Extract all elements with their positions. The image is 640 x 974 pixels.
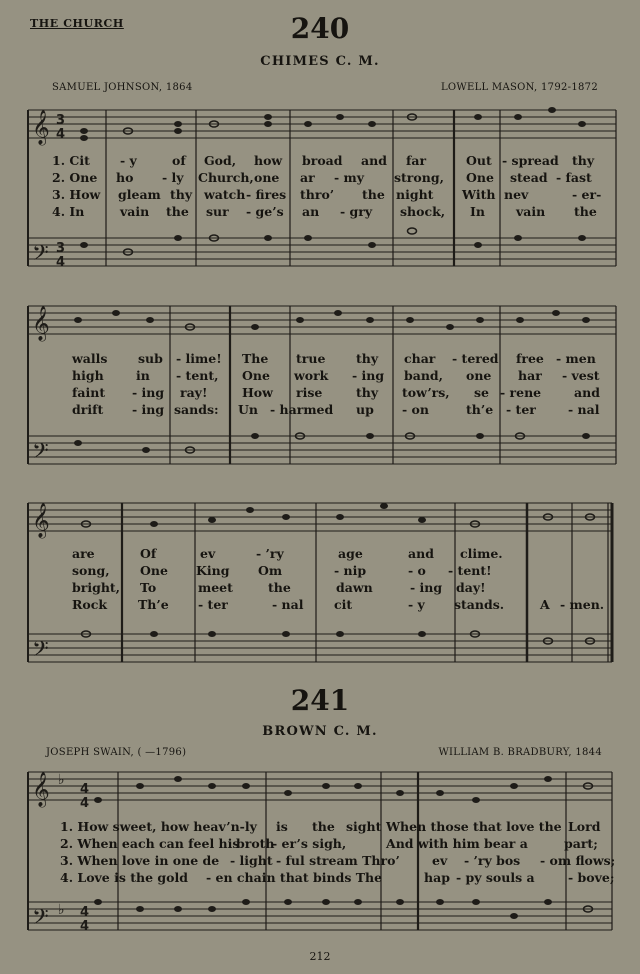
lyric: - nip	[334, 563, 367, 578]
lyric: - gry	[340, 204, 373, 219]
verse-row	[0, 153, 640, 171]
lyric: 1. Cit	[52, 153, 90, 168]
lyric: - ge’s	[246, 204, 284, 219]
lyric: the	[268, 580, 291, 595]
lyric: - ly	[162, 170, 184, 185]
verse-row	[0, 351, 640, 369]
lyric: true	[296, 351, 326, 366]
lyric: vain	[516, 204, 546, 219]
lyric: dawn	[336, 580, 373, 595]
lyric: cit	[334, 597, 353, 612]
svg-text:4: 4	[80, 796, 90, 811]
lyric: in	[136, 368, 150, 383]
lyric: - ter	[198, 597, 228, 612]
tune-name-brown: BROWN C. M.	[262, 724, 378, 739]
lyric: ho	[116, 170, 134, 185]
lyric: - py souls a	[456, 870, 535, 885]
lyric: - nal	[272, 597, 304, 612]
lyric: How	[242, 385, 273, 400]
lyric: - tent,	[176, 368, 219, 383]
verse-row	[0, 402, 640, 420]
verse-row	[0, 204, 640, 222]
lyric: - o	[408, 563, 426, 578]
lyric: sub	[138, 351, 163, 366]
lyric: the	[574, 204, 597, 219]
lyric: of	[172, 153, 186, 168]
svg-text:𝄢: 𝄢	[32, 439, 49, 469]
lyric: stands.	[454, 597, 505, 612]
verse-row	[0, 597, 640, 615]
lyric: one	[466, 368, 492, 383]
lyric: King	[196, 563, 230, 578]
author-credit: JOSEPH SWAIN, ( —1796)	[46, 747, 187, 758]
tune-name-chimes: CHIMES C. M.	[260, 54, 380, 69]
verse-row	[0, 563, 640, 581]
lyric: thy	[572, 153, 595, 168]
svg-text:4: 4	[80, 919, 90, 934]
svg-text:3: 3	[56, 241, 66, 256]
svg-text:4: 4	[56, 255, 66, 270]
hymn-number-241: 241	[290, 684, 350, 717]
lyric: - ter	[506, 402, 536, 417]
lyric: A	[540, 597, 550, 612]
lyric: work	[294, 368, 329, 383]
lyric: is	[276, 819, 288, 834]
lyric: meet	[198, 580, 233, 595]
lyric: the	[312, 819, 335, 834]
lyric: day!	[456, 580, 486, 595]
hymn-number-240: 240	[290, 12, 350, 45]
lyric: And with him bear a	[386, 836, 528, 851]
lyric: age	[338, 546, 363, 561]
lyric: - rene	[500, 385, 542, 400]
svg-text:𝄞: 𝄞	[32, 772, 50, 807]
lyric: bright,	[72, 580, 121, 595]
svg-text:𝄢: 𝄢	[32, 905, 49, 935]
lyric: - men.	[560, 597, 605, 612]
lyric: har	[518, 368, 542, 383]
lyric: - ing	[132, 385, 165, 400]
lyric: thy	[356, 385, 379, 400]
lyric: broad	[302, 153, 343, 168]
author-credit: SAMUEL JOHNSON, 1864	[52, 82, 193, 93]
lyric: - ing	[410, 580, 443, 595]
lyric: 3. When love in one de	[60, 853, 220, 868]
lyric: One	[140, 563, 168, 578]
lyric: - harmed	[270, 402, 334, 417]
lyric: - fast	[556, 170, 592, 185]
lyric: - spread	[502, 153, 559, 168]
lyric: thro’	[300, 187, 335, 202]
lyric: sur	[206, 204, 229, 219]
lyric: how	[254, 153, 283, 168]
lyric: tow’rs,	[402, 385, 450, 400]
lyric: - fires	[246, 187, 287, 202]
lyric: ev	[200, 546, 216, 561]
lyric: 2. One	[52, 170, 98, 185]
lyric: band,	[404, 368, 444, 383]
lyric: - vest	[562, 368, 600, 383]
lyric: Th’e	[138, 597, 169, 612]
lyric: sight	[346, 819, 382, 834]
lyric: night	[396, 187, 434, 202]
lyric: - y	[120, 153, 137, 168]
lyric: ar	[300, 170, 315, 185]
lyric: 2. When each can feel his	[60, 836, 240, 851]
lyric: walls	[72, 351, 108, 366]
lyric: Church,	[198, 170, 254, 185]
lyric: 3. How	[52, 187, 101, 202]
lyric: thy	[356, 351, 379, 366]
svg-text:4: 4	[56, 127, 66, 142]
page-number: 212	[309, 950, 331, 963]
lyric: When those that love the	[386, 819, 562, 834]
lyric: In	[470, 204, 485, 219]
lyric: - er-	[572, 187, 602, 202]
lyric: broth	[236, 836, 275, 851]
lyric: - lime!	[176, 351, 222, 366]
lyric: and	[574, 385, 600, 400]
lyric: Rock	[72, 597, 107, 612]
lyric: rise	[296, 385, 323, 400]
lyric: With	[462, 187, 496, 202]
lyric: are	[72, 546, 95, 561]
lyric: part;	[564, 836, 598, 851]
lyric: free	[516, 351, 544, 366]
lyric: - nal	[568, 402, 600, 417]
lyric: - tent!	[448, 563, 492, 578]
svg-text:3: 3	[56, 113, 66, 128]
verse-row	[0, 170, 640, 188]
lyric: 4. Love is the gold	[60, 870, 188, 885]
lyric: faint	[72, 385, 106, 400]
svg-text:𝄞: 𝄞	[32, 306, 50, 341]
lyric: ray!	[180, 385, 208, 400]
lyric: shock,	[400, 204, 446, 219]
lyric: the	[362, 187, 385, 202]
lyric: song,	[72, 563, 110, 578]
svg-text:𝄢: 𝄢	[32, 637, 49, 667]
composer-credit: LOWELL MASON, 1792-1872	[440, 82, 598, 93]
lyric: clime.	[460, 546, 503, 561]
lyric: One	[242, 368, 270, 383]
lyric: char	[404, 351, 436, 366]
lyric: - light	[230, 853, 273, 868]
lyric: one	[254, 170, 280, 185]
lyric: se	[474, 385, 489, 400]
svg-text:♭: ♭	[58, 902, 65, 918]
lyric: - my	[334, 170, 365, 185]
verse-row	[0, 819, 640, 837]
lyric: 1. How sweet, how heav’n-ly	[60, 819, 257, 834]
lyric: the	[166, 204, 189, 219]
lyric: ev	[432, 853, 448, 868]
verse-row	[0, 836, 640, 854]
lyric: hap	[424, 870, 450, 885]
lyric: high	[72, 368, 104, 383]
lyric: - ’ry	[256, 546, 284, 561]
lyric: Lord	[568, 819, 601, 834]
svg-text:4: 4	[80, 905, 90, 920]
lyric: 4. In	[52, 204, 85, 219]
lyric: The	[242, 351, 269, 366]
verse-row	[0, 853, 640, 871]
composer-credit: WILLIAM B. BRADBURY, 1844	[438, 747, 602, 758]
lyric: gleam	[118, 187, 161, 202]
lyric: drift	[72, 402, 104, 417]
lyric: - ful stream Thro’	[276, 853, 400, 868]
lyric: - men	[556, 351, 596, 366]
verse-row	[0, 580, 640, 598]
lyric: - en chain that binds The	[206, 870, 383, 885]
lyric: an	[302, 204, 320, 219]
lyric: Out	[466, 153, 492, 168]
verse-row	[0, 870, 640, 888]
lyric: - ’ry bos	[464, 853, 521, 868]
lyric: up	[356, 402, 374, 417]
lyric: thy	[170, 187, 193, 202]
svg-text:𝄞: 𝄞	[32, 503, 50, 538]
lyric: - ing	[132, 402, 165, 417]
section-title: THE CHURCH	[30, 17, 124, 30]
svg-text:4: 4	[80, 782, 90, 797]
lyric: - on	[402, 402, 429, 417]
lyric: stead	[510, 170, 548, 185]
lyric: and	[361, 153, 387, 168]
lyric: - ing	[352, 368, 385, 383]
verse-row	[0, 385, 640, 403]
verse-row	[0, 368, 640, 386]
lyric: th’e	[466, 402, 494, 417]
lyric: far	[406, 153, 427, 168]
lyric: and	[408, 546, 434, 561]
lyric: One	[466, 170, 494, 185]
lyric: vain	[120, 204, 150, 219]
lyric: - er’s sigh,	[272, 836, 347, 851]
lyric: - tered	[452, 351, 499, 366]
svg-text:𝄢: 𝄢	[32, 241, 49, 271]
lyric: To	[140, 580, 157, 595]
svg-text:𝄞: 𝄞	[32, 110, 50, 145]
lyric: sands:	[174, 402, 219, 417]
lyric: - om flows;	[540, 853, 616, 868]
lyric: - y	[408, 597, 425, 612]
verse-row	[0, 187, 640, 205]
lyric: - bove;	[568, 870, 615, 885]
lyric: Om	[258, 563, 283, 578]
lyric: Un	[238, 402, 258, 417]
verse-row	[0, 546, 640, 564]
lyric: Of	[140, 546, 157, 561]
lyric: nev	[504, 187, 529, 202]
svg-text:♭: ♭	[58, 772, 65, 788]
lyric: God,	[204, 153, 237, 168]
lyric: watch	[204, 187, 246, 202]
lyric: strong,	[394, 170, 444, 185]
